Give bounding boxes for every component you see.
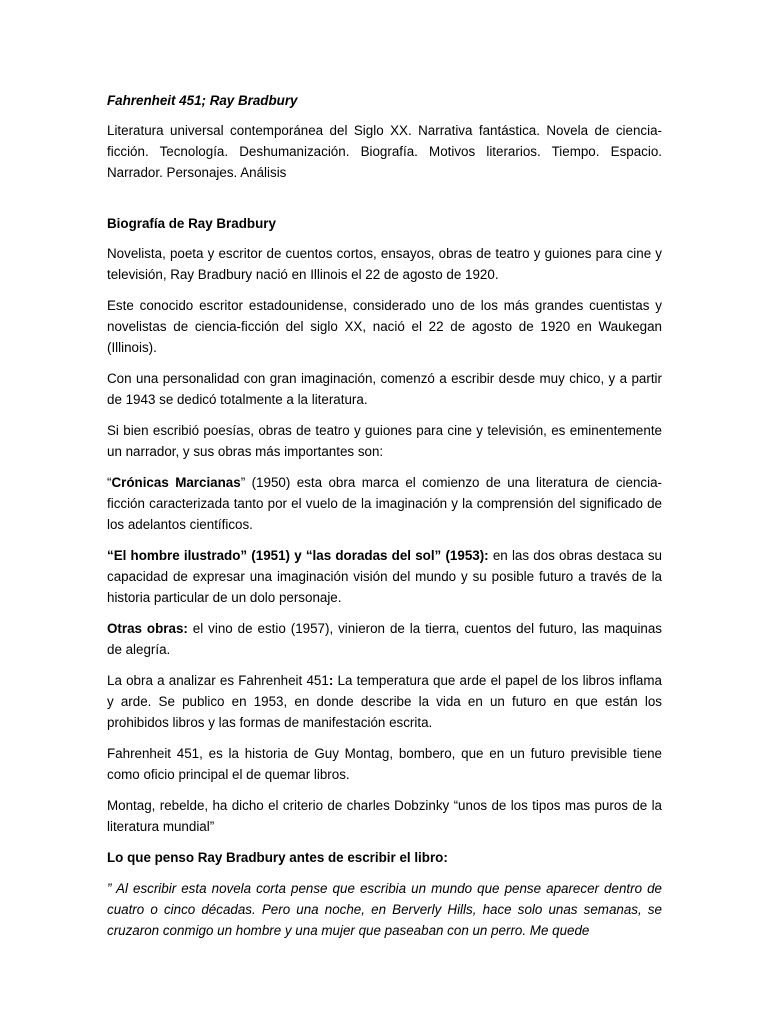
keywords-paragraph: Literatura universal contemporánea del Siglo XX. Narrativa fantástica. Novela de ciencia-ficción. Tecnología. Deshumanización. Biografía. Motivos literarios. Tiempo. Espacio. Narrador. Personajes. Análisis (107, 123, 662, 180)
paragraph-2: Este conocido escritor estadounidense, considerado uno de los más grandes cuentistas y novelistas de ciencia-ficción del siglo XX, nació el 22 de agosto de 1920 en Waukegan (Illinois). (107, 298, 662, 355)
paragraph-8 (107, 670, 662, 733)
paragraph-6 (107, 545, 662, 608)
paragraph-8-start: La obra a analizar es Fahrenheit 451 (107, 673, 329, 688)
paragraph-5 (107, 472, 662, 535)
paragraph-10: Montag, rebelde, ha dicho el criterio de charles Dobzinky “unos de los tipos mas puros de la literatura mundial” (107, 798, 662, 834)
paragraph-6-text: en las dos obras destaca su capacidad de expresar una imaginación visión del mundo y su posible futuro a través de la historia particular de un dolo personaje. (107, 548, 662, 605)
other-works-label: Otras obras: (107, 621, 188, 636)
book-titles-hombre-ilustrado: “El hombre ilustrado” (1951) y “las doradas del sol” (1953): (107, 548, 489, 563)
document-page (107, 90, 662, 941)
paragraph-7 (107, 618, 662, 660)
paragraph-1: Novelista, poeta y escritor de cuentos cortos, ensayos, obras de teatro y guiones para cine y televisión, Ray Bradbury nació en Illinois el 22 de agosto de 1920. (107, 246, 662, 282)
biography-heading: Biografía de Ray Bradbury (107, 216, 276, 231)
open-quote: “ (107, 475, 112, 490)
bradbury-quote: ” Al escribir esta novela corta pense que escribia un mundo que pense aparecer dentro de cuatro o cinco décadas. Pero una noche, en Berverly Hills, hace solo unas semanas, se cruzaron conmigo un hombre y una mujer que paseaban con un perro. Me quede (107, 881, 662, 938)
paragraph-9: Fahrenheit 451, es la historia de Guy Montag, bombero, que en un futuro previsible tiene como oficio principal el de quemar libros. (107, 746, 662, 782)
paragraph-4: Si bien escribió poesías, obras de teatro y guiones para cine y televisión, es eminentemente un narrador, y sus obras más importantes son: (107, 423, 662, 459)
book-title-cronicas: Crónicas Marcianas (111, 475, 241, 490)
paragraph-8-colon: : (328, 673, 334, 688)
document-title: Fahrenheit 451; Ray Bradbury (107, 93, 298, 108)
thought-heading: Lo que penso Ray Bradbury antes de escribir el libro: (107, 850, 448, 865)
paragraph-3: Con una personalidad con gran imaginación, comenzó a escribir desde muy chico, y a partir de 1943 se dedicó totalmente a la literatura. (107, 371, 662, 407)
paragraph-8-text: La temperatura que arde el papel de los libros inflama y arde. Se publico en 1953, en donde describe la vida en un futuro en que están los prohibidos libros y las formas de manifestación escrita. (107, 673, 662, 730)
paragraph-7-text: el vino de estio (1957), vinieron de la tierra, cuentos del futuro, las maquinas de alegría. (107, 621, 663, 657)
paragraph-5-text: ” (1950) esta obra marca el comienzo de una literatura de ciencia-ficción caracterizada tanto por el vuelo de la imaginación y la comprensión del significado de los adelantos científicos. (107, 475, 662, 532)
